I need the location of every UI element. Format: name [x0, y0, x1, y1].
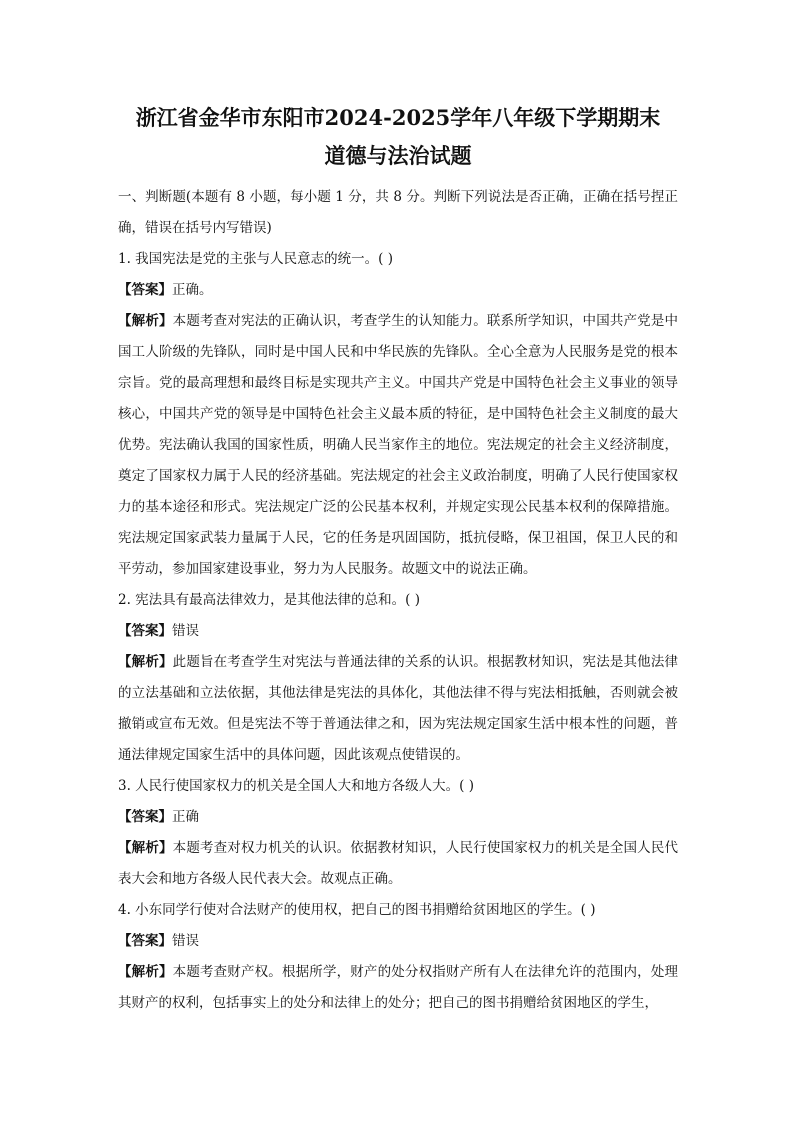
analysis-3 [118, 833, 678, 895]
answer-text: 正确 [172, 809, 199, 825]
analysis-text: 本题考查对宪法的正确认识，考查学生的认知能力。联系所学知识，中国共产党是中国工人阶级的先锋队，同时是中国人民和中华民族的先锋队。全心全意为人民服务是党的根本宗旨。党的最高理想和最终目标是实现共产主义。中国共产党是中国特色社会主义事业的领导核心，中国共产党的领导是中国特色社会主义最本质的特征，是中国特色社会主义制度的最大优势。宪法确认我国的国家性质，明确人民当家作主的地位。宪法规定的社会主义经济制度，奠定了国家权力属于人民的经济基础。宪法规定的社会主义政治制度，明确了人民行使国家权力的基本途径和形式。宪法规定广泛的公民基本权利，并规定实现公民基本权利的保障措施。宪法规定国家武装力量属于人民，它的任务是巩固国防，抵抗侵略，保卫祖国，保卫人民的和平劳动，参加国家建设事业，努力为人民服务。故题文中的说法正确。 [118, 313, 679, 577]
document-title: 浙江省金华市东阳市2024-2025学年八年级下学期期末 [135, 105, 661, 130]
document-subtitle: 道德与法治试题 [324, 143, 472, 168]
answer-text: 错误 [172, 933, 199, 949]
answer-text: 错误 [172, 623, 199, 639]
answer-4 [118, 926, 678, 957]
section-heading: 一、判断题(本题有 8 小题，每小题 1 分，共 8 分。判断下列说法是否正确，正确在括号捏正确，错误在括号内写错误) [118, 189, 678, 236]
analysis-4 [118, 957, 678, 1019]
answer-2 [118, 616, 678, 647]
question-1: 1. 我国宪法是党的主张与人民意志的统一。( ) [118, 251, 393, 267]
analysis-tag: 【解析】 [118, 964, 173, 980]
document-content [118, 100, 678, 1019]
analysis-text: 本题考查财产权。根据所学，财产的处分权指财产所有人在法律允许的范围内，处理其财产的权利，包括事实上的处分和法律上的处分；把自己的图书捐赠给贫困地区的学生， [118, 964, 679, 1011]
question-4: 4. 小东同学行使对合法财产的使用权，把自己的图书捐赠给贫困地区的学生。( ) [118, 902, 596, 918]
analysis-2 [118, 647, 678, 771]
analysis-1 [118, 306, 678, 585]
answer-3 [118, 802, 678, 833]
analysis-tag: 【解析】 [118, 840, 173, 856]
analysis-text: 此题旨在考查学生对宪法与普通法律的关系的认识。根据教材知识，宪法是其他法律的立法基础和立法依据，其他法律是宪法的具体化，其他法律不得与宪法相抵触，否则就会被撤销或宣布无效。但是宪法不等于普通法律之和，因为宪法规定国家生活中根本性的问题，普通法律规定国家生活中的具体问题，因此该观点使错误的。 [118, 654, 679, 763]
analysis-tag: 【解析】 [118, 654, 173, 670]
answer-tag: 【答案】 [118, 282, 172, 298]
answer-tag: 【答案】 [118, 809, 172, 825]
analysis-tag: 【解析】 [118, 313, 173, 329]
analysis-text: 本题考查对权力机关的认识。依据教材知识，人民行使国家权力的机关是全国人民代表大会和地方各级人民代表大会。故观点正确。 [118, 840, 679, 887]
question-3: 3. 人民行使国家权力的机关是全国人大和地方各级人大。( ) [118, 778, 474, 794]
answer-tag: 【答案】 [118, 933, 172, 949]
answer-1 [118, 275, 678, 306]
answer-text: 正确。 [172, 282, 213, 298]
question-2: 2. 宪法具有最高法律效力，是其他法律的总和。( ) [118, 592, 420, 608]
answer-tag: 【答案】 [118, 623, 172, 639]
